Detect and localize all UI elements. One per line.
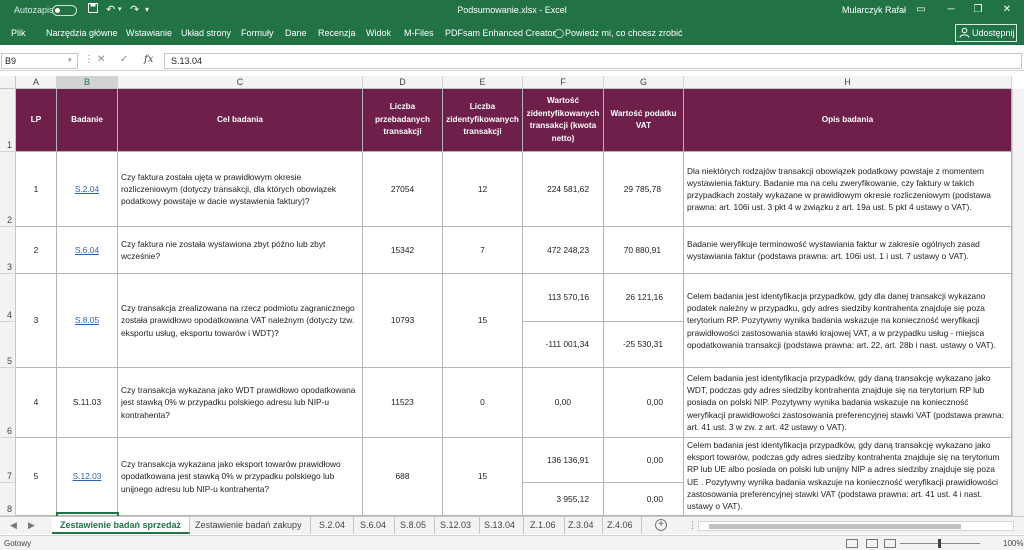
cell-badanie-link[interactable]: S.2.04	[57, 152, 118, 227]
select-all-corner[interactable]	[0, 76, 16, 89]
row-header-3[interactable]: 3	[0, 227, 16, 274]
cell-wartosc-vat[interactable]: 0,00	[604, 368, 684, 438]
autosave-label: Autozapis	[14, 5, 54, 15]
page-break-preview-icon[interactable]	[884, 539, 896, 548]
row-header-1[interactable]: 1	[0, 89, 16, 152]
scroll-thumb[interactable]	[709, 524, 961, 529]
zoom-slider-knob[interactable]	[938, 539, 941, 548]
cell-liczba-przebadanych[interactable]: 10793	[363, 274, 443, 368]
cell-wartosc-netto[interactable]: 224 581,62	[523, 152, 604, 227]
cell-wartosc-vat[interactable]: -25 530,31	[604, 322, 684, 368]
ribbon-display-options-icon[interactable]: ▭	[916, 4, 926, 15]
title-bar	[0, 0, 1024, 21]
cell-wartosc-vat[interactable]: 70 880,91	[604, 227, 684, 274]
column-header-d[interactable]: D	[363, 76, 443, 89]
undo-dropdown-icon[interactable]: ▾	[118, 6, 122, 13]
cell-wartosc-netto[interactable]: 3 955,12	[523, 483, 604, 516]
cell-wartosc-vat[interactable]: 0,00	[604, 483, 684, 516]
window-title: Podsumowanie.xlsx - Excel	[457, 5, 567, 15]
tab-pdfsam[interactable]: PDFsam Enhanced Creator	[445, 28, 556, 38]
column-header-b[interactable]: B	[57, 76, 118, 89]
column-header-a[interactable]: A	[16, 76, 57, 89]
cell-wartosc-netto[interactable]: 472 248,23	[523, 227, 604, 274]
column-header-c[interactable]: C	[118, 76, 363, 89]
minimize-icon[interactable]: ─	[947, 4, 955, 15]
column-header-h[interactable]: H	[684, 76, 1012, 89]
share-button[interactable]	[955, 24, 1017, 42]
sheet-tab-bar	[0, 516, 1024, 534]
cell-opis-badania[interactable]: Badanie weryfikuje terminowość wystawiania faktur w zakresie ogólnych zasad wystawiania faktur (podstawa prawna: art. 106i ust. 1 i ust. 7 ustawy o VAT).	[684, 227, 1012, 274]
vertical-scrollbar[interactable]	[1012, 89, 1024, 516]
cell-cel-badania[interactable]: Czy transakcja zrealizowana na rzecz podmiotu zagranicznego została prawidłowo opodatkowana VAT należnym (dotyczy tzw. eksportu usług, eksportu towarów i WDT)?	[118, 274, 363, 368]
sheet-tab-s-2-04[interactable]: S.2.04	[311, 517, 354, 534]
cell-badanie-link[interactable]: S.6.04	[57, 227, 118, 274]
row-header-2[interactable]: 2	[0, 152, 16, 227]
tab-widok[interactable]: Widok	[366, 28, 392, 38]
cell-liczba-przebadanych[interactable]: 27054	[363, 152, 443, 227]
header-wartosc-netto[interactable]: Wartość zidentyfikowanych transakcji (kwota netto)	[523, 89, 604, 152]
name-box[interactable]: B9	[1, 53, 78, 69]
formula-bar	[0, 51, 1024, 71]
lightbulb-icon: ◯	[554, 28, 565, 38]
cell-liczba-zidentyfikowanych[interactable]: 15	[443, 274, 523, 368]
redo-icon[interactable]: ↷	[130, 4, 140, 16]
sheet-tab-z-3-04[interactable]: Z.3.04	[560, 517, 603, 534]
close-icon[interactable]: ✕	[1002, 4, 1012, 15]
tab-recenzja[interactable]: Recenzja	[318, 28, 356, 38]
cell-lp[interactable]: 2	[16, 227, 57, 274]
cell-liczba-przebadanych[interactable]: 11523	[363, 368, 443, 438]
status-bar	[0, 535, 1024, 550]
column-header-e[interactable]: E	[443, 76, 523, 89]
add-sheet-icon[interactable]: +	[655, 519, 667, 531]
column-header-g[interactable]: G	[604, 76, 684, 89]
more-options-icon: ⋮	[84, 54, 94, 65]
insert-function-icon[interactable]: fx	[144, 54, 154, 65]
prev-sheet-icon[interactable]: ◀	[10, 520, 17, 530]
cell-lp[interactable]: 3	[16, 274, 57, 368]
header-cel-badania[interactable]: Cel badania	[118, 89, 363, 152]
tab-split-handle-icon[interactable]: ⋮	[688, 520, 697, 530]
sheet-tab-s-8-05[interactable]: S.8.05	[392, 517, 435, 534]
cell-opis-badania[interactable]: Celem badania jest identyfikacja przypadków, gdy daną transakcję wykazano jako eksport towarów, podczas gdy adres siedziby kontrahenta znajduje się na terytorium RP lub UE albo posiada on polski lub unijny NIP a adres siedziby znajduje się poza UE . Pozytywny wynika badania wskazuje na konieczność weryfikacji prawidłowości zastosowania preferencyjnej stawki VAT (podstawa prawna: art. 41 ust. 4 i nast. ustawy o VAT).	[684, 438, 1012, 516]
tab-formuly[interactable]: Formuły	[241, 28, 274, 38]
undo-icon[interactable]: ↶	[106, 4, 116, 16]
cell-opis-badania[interactable]: Dla niektórych rodzajów transakcji obowiązek podatkowy powstaje z momentem wystawienia faktury. Badanie ma na celu zweryfikowanie, czy faktury w takich przypadkach zostały wykazane w prawidłowym okresie rozliczeniowym (podstawa prawna: art. 106i ust. 3 pkt 4 w związku z art. 19a ust. 5 pkt 4 ustawy o VAT).	[684, 152, 1012, 227]
page-layout-icon[interactable]	[866, 539, 878, 548]
cell-opis-badania[interactable]: Celem badania jest identyfikacja przypadków, gdy daną transakcję wykazano jako WDT, podczas gdy adres siedziby kontrahenta znajduje się na terytorium RP lub posiada on polski NIP. Pozytywny wynika badania wskazuje na konieczność weryfikacji prawidłowości zastosowania preferencyjnej stawki VAT (podstawa prawna: art. 41 ust. 3 w zw. z art. 42 ustawy o VAT).	[684, 368, 1012, 438]
normal-view-icon[interactable]	[846, 539, 858, 548]
cell-liczba-zidentyfikowanych[interactable]: 0	[443, 368, 523, 438]
sheet-tab-zestawienie-sprzedaz[interactable]: Zestawienie badań sprzedaż	[52, 517, 190, 534]
sheet-tab-s-6-04[interactable]: S.6.04	[352, 517, 395, 534]
row-header-7[interactable]: 7	[0, 438, 16, 483]
enter-icon[interactable]: ✓	[120, 54, 129, 65]
status-text: Gotowy	[4, 539, 32, 548]
cell-cel-badania[interactable]: Czy faktura została ujęta w prawidłowym okresie rozliczeniowym (dotyczy transakcji, dla których obowiązek podatkowy powstaje w dacie wystawienia faktury)?	[118, 152, 363, 227]
tab-dane[interactable]: Dane	[285, 28, 307, 38]
cell-lp[interactable]: 5	[16, 438, 57, 516]
customize-qat-icon[interactable]: ▾	[145, 5, 150, 14]
sheet-tab-s-12-03[interactable]: S.12.03	[432, 517, 480, 534]
cell-cel-badania[interactable]: Czy faktura nie została wystawiona zbyt późno lub zbyt wcześnie?	[118, 227, 363, 274]
column-header-f[interactable]: F	[523, 76, 604, 89]
cell-wartosc-netto[interactable]: -111 001,34	[523, 322, 604, 368]
cell-badanie-link[interactable]: S.8.05	[57, 274, 118, 368]
share-label: Udostępnij	[972, 28, 1015, 38]
sheet-tab-s-13-04[interactable]: S.13.04	[476, 517, 524, 534]
tab-m-files[interactable]: M-Files	[404, 28, 434, 38]
cell-wartosc-netto[interactable]: 0,00	[523, 368, 604, 438]
header-wartosc-vat[interactable]: Wartość podatku VAT	[604, 89, 684, 152]
tab-plik[interactable]: Plik	[11, 28, 26, 38]
header-liczba-przebadanych[interactable]: Liczba przebadanych transakcji	[363, 89, 443, 152]
tell-me-search[interactable]: Powiedz mi, co chcesz zrobić	[565, 28, 683, 38]
header-opis-badania[interactable]: Opis badania	[684, 89, 1012, 152]
row-header-5[interactable]: 5	[0, 322, 16, 368]
tab-narzedzia-glowne[interactable]: Narzędzia główne	[46, 28, 118, 38]
tab-wstawianie[interactable]: Wstawianie	[126, 28, 173, 38]
sheet-tab-z-4-06[interactable]: Z.4.06	[599, 517, 642, 534]
formula-input[interactable]: S.13.04	[164, 53, 1022, 69]
cell-opis-badania[interactable]: Celem badania jest identyfikacja przypadków, gdy dla danej transakcji wykazano podatek należny w przypadku, gdy adres siedziby kontrahenta znajduje się poza terytorium RP. Pozytywny wynika badania wskazuje na konieczność weryfikacji prawidłowości zastosowania stawki krajowej VAT, a w przypadku usług - miejsca opodatkowania transakcji (podstawa prawna: art. 22, art. 28b i nast. ustawy o VAT).	[684, 274, 1012, 368]
cell-wartosc-vat[interactable]: 26 121,16	[604, 274, 684, 322]
cell-liczba-zidentyfikowanych[interactable]: 12	[443, 152, 523, 227]
user-name[interactable]: Mularczyk Rafał	[842, 5, 907, 15]
zoom-level[interactable]: 100%	[1003, 539, 1024, 548]
cancel-icon[interactable]: ✕	[97, 54, 106, 65]
cell-cel-badania[interactable]: Czy transakcja wykazana jako eksport towarów prawidłowo opodatkowana jest stawką 0% w przypadku polskiego lub unijnego adresu lub NIP-u kontrahenta?	[118, 438, 363, 516]
restore-icon[interactable]: ❐	[973, 4, 983, 15]
header-badanie[interactable]: Badanie	[57, 89, 118, 152]
header-liczba-zidentyfikowanych[interactable]: Liczba zidentyfikowanych transakcji	[443, 89, 523, 152]
cell-wartosc-netto[interactable]: 136 136,91	[523, 438, 604, 483]
row-header-6[interactable]: 6	[0, 368, 16, 438]
cell-wartosc-netto[interactable]: 113 570,16	[523, 274, 604, 322]
tab-uklad-strony[interactable]: Układ strony	[181, 28, 232, 38]
cell-liczba-zidentyfikowanych[interactable]: 7	[443, 227, 523, 274]
sheet-tab-zestawienie-zakupy[interactable]: Zestawienie badań zakupy	[187, 517, 311, 534]
row-header-4[interactable]: 4	[0, 274, 16, 322]
horizontal-scrollbar[interactable]	[698, 521, 1014, 531]
cell-badanie[interactable]: S.11.03	[57, 368, 118, 438]
cell-liczba-zidentyfikowanych[interactable]: 15	[443, 438, 523, 516]
cell-lp[interactable]: 1	[16, 152, 57, 227]
person-icon	[959, 27, 970, 38]
name-box-dropdown-icon[interactable]: ▾	[68, 57, 72, 64]
cell-liczba-przebadanych[interactable]: 15342	[363, 227, 443, 274]
cell-badanie-link[interactable]: S.12.03	[57, 438, 118, 516]
cell-cel-badania[interactable]: Czy transakcja wykazana jako WDT prawidłowo opodatkowana jest stawką 0% w przypadku polskiego adresu lub NIP-u kontrahenta?	[118, 368, 363, 438]
row-header-8[interactable]: 8	[0, 483, 16, 516]
next-sheet-icon[interactable]: ▶	[28, 520, 35, 530]
cell-wartosc-vat[interactable]: 0,00	[604, 438, 684, 483]
header-lp[interactable]: LP	[16, 89, 57, 152]
sheet-tab-z-1-06[interactable]: Z.1.06	[522, 517, 565, 534]
cell-wartosc-vat[interactable]: 29 785,78	[604, 152, 684, 227]
ribbon-tabs	[0, 21, 1024, 45]
cell-lp[interactable]: 4	[16, 368, 57, 438]
cell-liczba-przebadanych[interactable]: 688	[363, 438, 443, 516]
